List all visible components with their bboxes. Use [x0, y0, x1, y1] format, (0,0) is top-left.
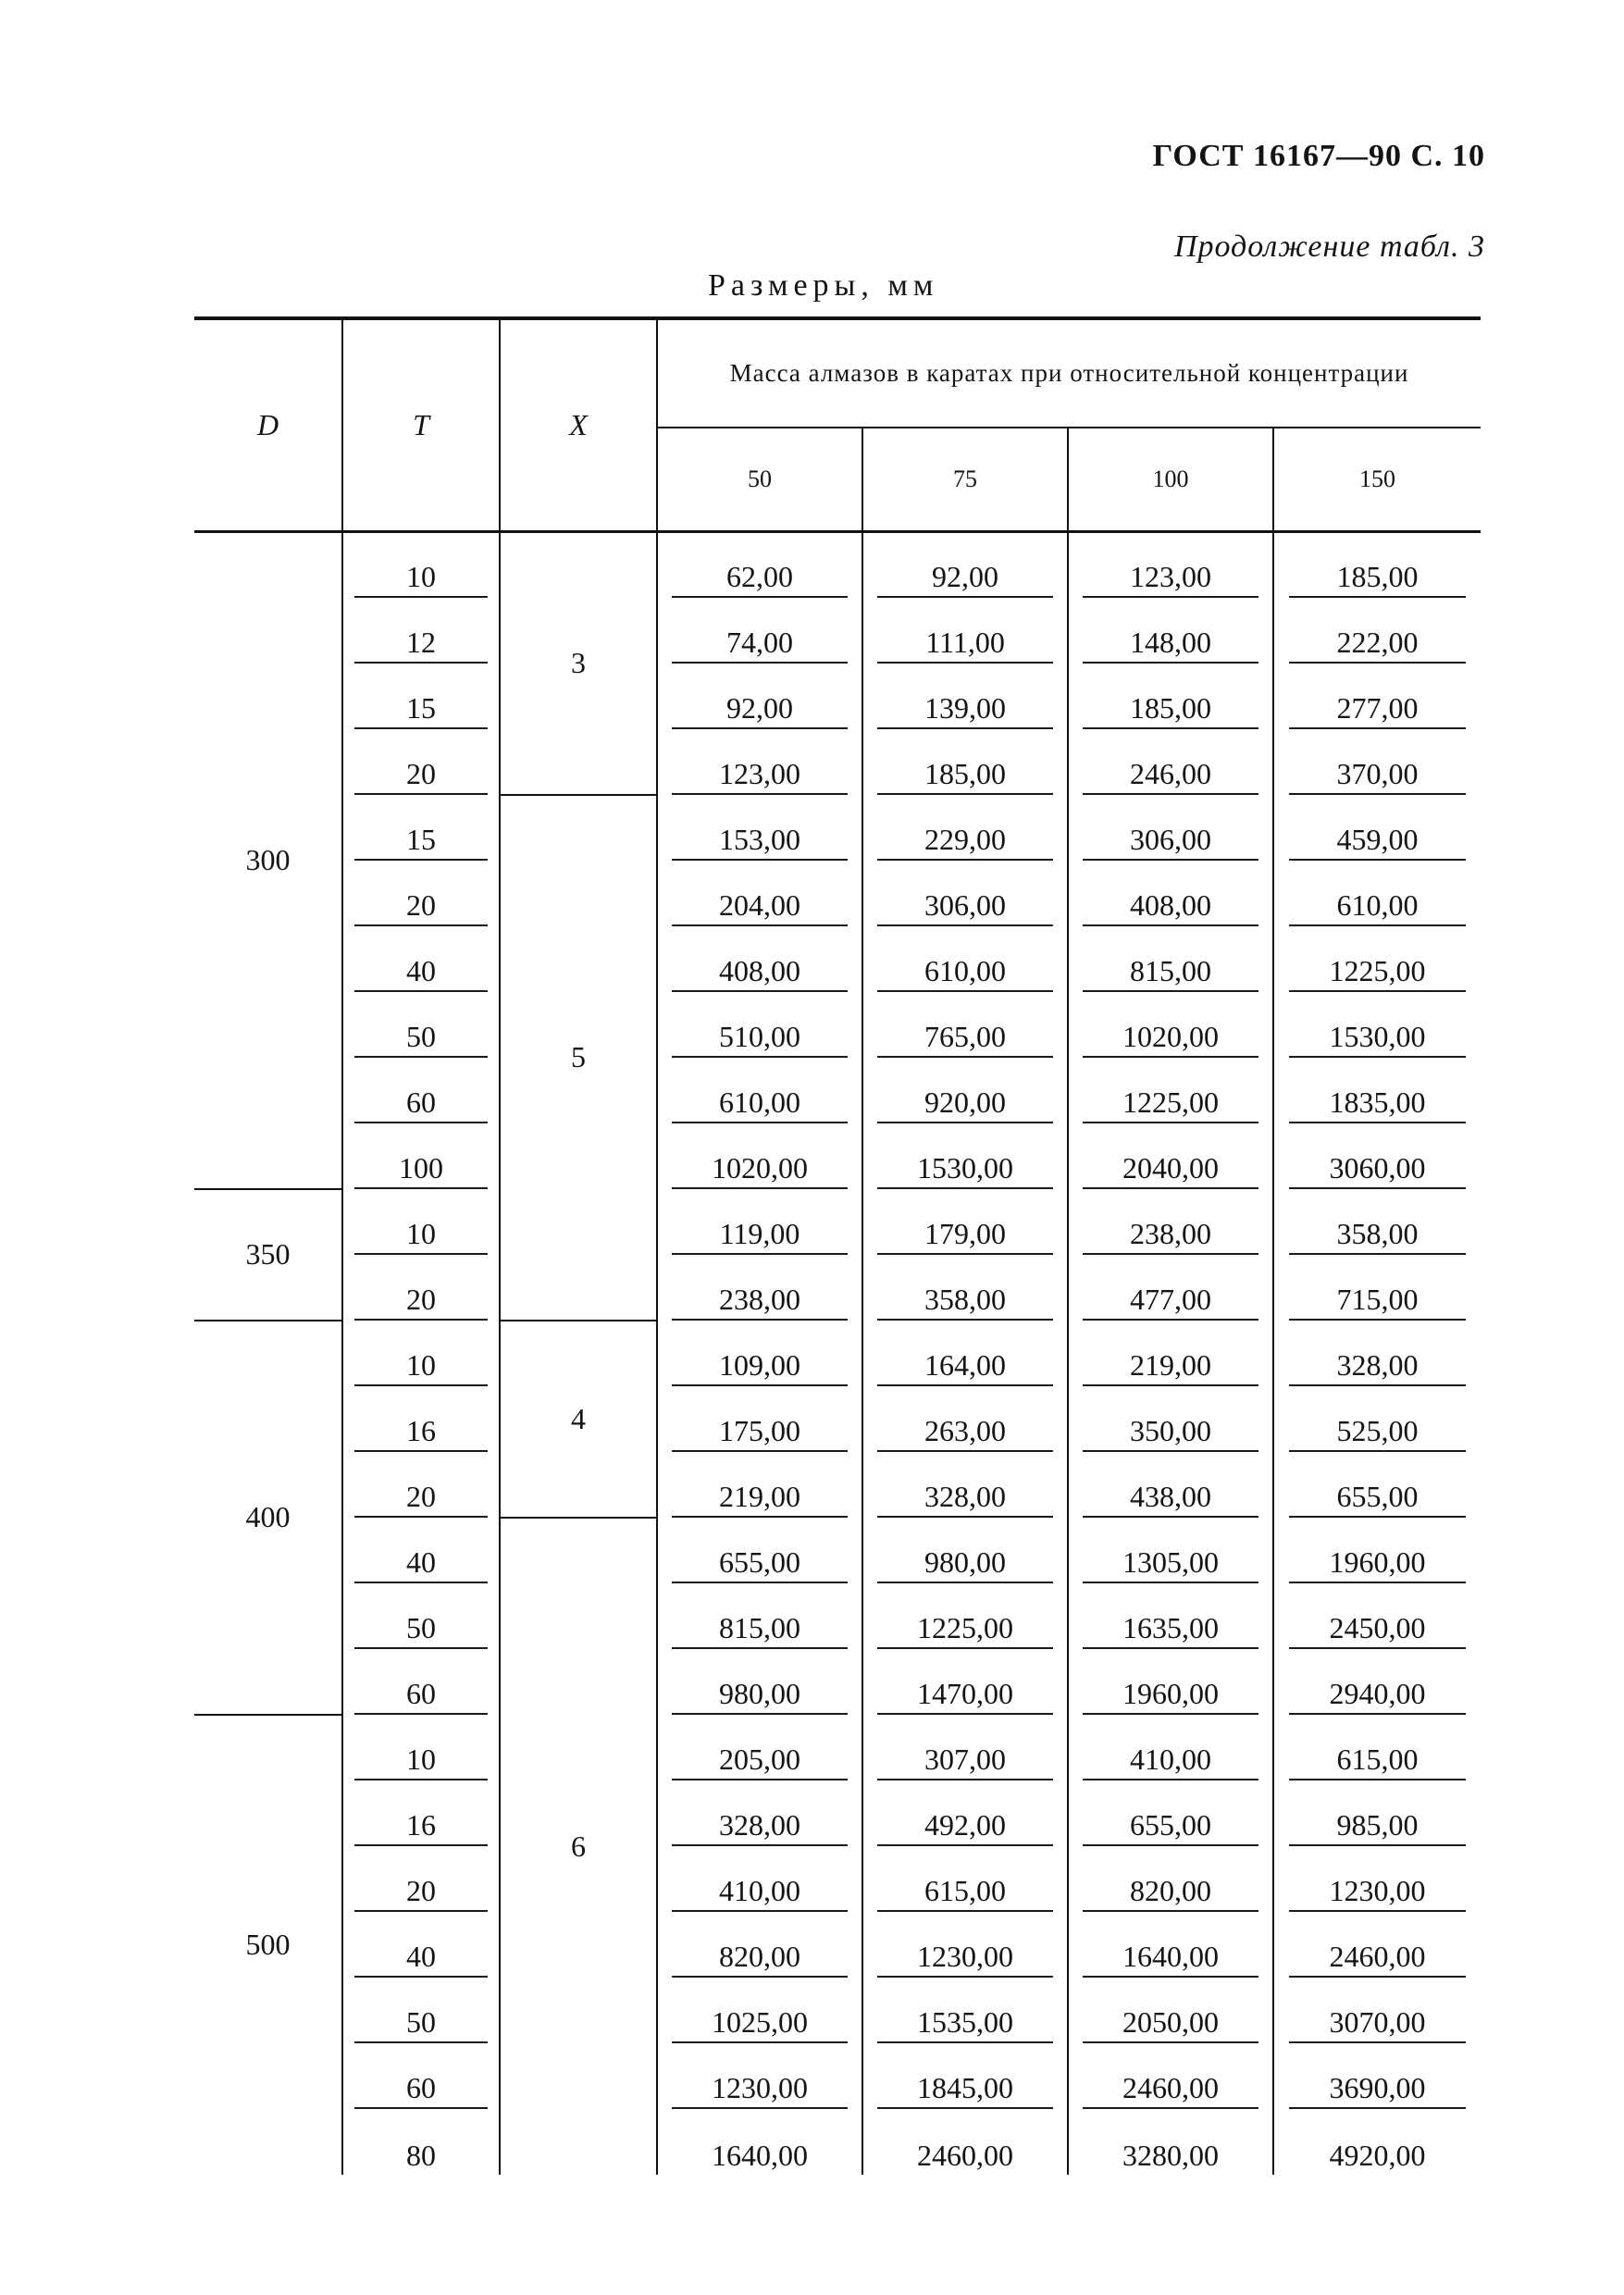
cell-mass: 1225,00	[1083, 1085, 1258, 1123]
cell-mass: 1020,00	[672, 1151, 847, 1189]
cell-mass: 2940,00	[1289, 1677, 1467, 1715]
cell-mass: 1845,00	[877, 2071, 1052, 2109]
table-row	[194, 1123, 1481, 1189]
concentration-50: 50	[657, 428, 862, 532]
table-row	[194, 1978, 1481, 2043]
cell-mass: 477,00	[1083, 1283, 1258, 1321]
cell-t: 16	[354, 1808, 488, 1846]
cell-mass: 185,00	[1083, 691, 1258, 729]
cell-mass: 1535,00	[877, 2005, 1052, 2043]
cell-mass: 306,00	[877, 888, 1052, 926]
cell-t: 10	[354, 1217, 488, 1255]
cell-mass: 238,00	[672, 1283, 847, 1321]
cell-mass: 2460,00	[917, 2138, 1013, 2172]
cell-t: 60	[354, 1677, 488, 1715]
cell-mass: 2050,00	[1083, 2005, 1258, 2043]
cell-mass: 655,00	[1289, 1480, 1467, 1518]
cell-d: 300	[245, 843, 291, 877]
cell-mass: 2460,00	[1083, 2071, 1258, 2109]
cell-mass: 139,00	[877, 691, 1052, 729]
cell-mass: 1225,00	[877, 1611, 1052, 1649]
cell-mass: 1835,00	[1289, 1085, 1467, 1123]
table-row	[194, 1255, 1481, 1321]
mass-header: Масса алмазов в каратах при относительной концентрации	[657, 318, 1481, 428]
cell-mass: 1230,00	[672, 2071, 847, 2109]
cell-t: 40	[354, 954, 488, 992]
cell-mass: 123,00	[672, 757, 847, 795]
cell-t: 80	[406, 2138, 436, 2172]
cell-x: 3	[500, 532, 657, 795]
cell-mass: 820,00	[1083, 1874, 1258, 1912]
cell-t: 50	[354, 2005, 488, 2043]
cell-t: 20	[354, 1874, 488, 1912]
cell-t: 50	[354, 1611, 488, 1649]
table-row	[194, 2043, 1481, 2109]
cell-mass: 123,00	[1083, 560, 1258, 598]
cell-d: 400	[194, 1321, 342, 1715]
table-row	[194, 1583, 1481, 1649]
cell-mass: 715,00	[1289, 1283, 1467, 1321]
cell-mass: 175,00	[672, 1414, 847, 1452]
table-row	[194, 532, 1481, 598]
cell-mass: 246,00	[1083, 757, 1258, 795]
cell-mass: 263,00	[877, 1414, 1052, 1452]
cell-mass: 1640,00	[712, 2138, 808, 2172]
cell-mass: 306,00	[1083, 823, 1258, 861]
cell-t: 40	[354, 1940, 488, 1978]
cell-mass: 119,00	[672, 1217, 847, 1255]
cell-mass: 815,00	[672, 1611, 847, 1649]
concentration-75: 75	[862, 428, 1068, 532]
cell-mass: 1635,00	[1083, 1611, 1258, 1649]
cell-mass: 4920,00	[1329, 2138, 1426, 2172]
cell-mass: 358,00	[877, 1283, 1052, 1321]
cell-mass: 1230,00	[877, 1940, 1052, 1978]
cell-mass: 153,00	[672, 823, 847, 861]
cell-t: 20	[354, 1480, 488, 1518]
cell-mass: 1470,00	[877, 1677, 1052, 1715]
cell-mass: 1305,00	[1083, 1545, 1258, 1583]
table-row	[194, 1321, 1481, 1386]
cell-t: 12	[354, 626, 488, 664]
table-row	[194, 598, 1481, 664]
table-row	[194, 729, 1481, 795]
cell-mass: 92,00	[877, 560, 1052, 598]
cell-mass: 1020,00	[1083, 1020, 1258, 1058]
cell-mass: 3690,00	[1289, 2071, 1467, 2109]
cell-t: 20	[354, 1283, 488, 1321]
table-body	[194, 532, 1481, 2175]
table-row	[194, 795, 1481, 861]
cell-t: 15	[354, 823, 488, 861]
diamond-mass-table	[194, 316, 1481, 2175]
table-row	[194, 664, 1481, 729]
cell-mass: 655,00	[1083, 1808, 1258, 1846]
cell-mass: 610,00	[1289, 888, 1467, 926]
cell-mass: 3070,00	[1289, 2005, 1467, 2043]
table-continuation-label: Продолжение табл. 3	[1173, 230, 1485, 264]
cell-mass: 358,00	[1289, 1217, 1467, 1255]
cell-mass: 62,00	[672, 560, 847, 598]
table-row	[194, 1846, 1481, 1912]
cell-mass: 655,00	[672, 1545, 847, 1583]
cell-t: 16	[354, 1414, 488, 1452]
cell-mass: 328,00	[672, 1808, 847, 1846]
cell-mass: 408,00	[1083, 888, 1258, 926]
cell-mass: 1025,00	[672, 2005, 847, 2043]
cell-t: 40	[354, 1545, 488, 1583]
cell-mass: 222,00	[1289, 626, 1467, 664]
cell-mass: 164,00	[877, 1348, 1052, 1386]
cell-mass: 1960,00	[1083, 1677, 1258, 1715]
cell-mass: 74,00	[672, 626, 847, 664]
column-header-d: D	[194, 318, 342, 532]
cell-mass: 2450,00	[1289, 1611, 1467, 1649]
cell-mass: 815,00	[1083, 954, 1258, 992]
cell-mass: 492,00	[877, 1808, 1052, 1846]
column-header-t: T	[342, 318, 500, 532]
cell-t: 20	[354, 757, 488, 795]
cell-t: 60	[354, 2071, 488, 2109]
table-row	[194, 1715, 1481, 1780]
cell-x: 6	[500, 1518, 657, 2175]
cell-x: 4	[500, 1321, 657, 1518]
cell-mass: 980,00	[877, 1545, 1052, 1583]
cell-mass: 204,00	[672, 888, 847, 926]
page-header-standard: ГОСТ 16167—90 С. 10	[1152, 139, 1485, 173]
table-row	[194, 1452, 1481, 1518]
cell-mass: 615,00	[877, 1874, 1052, 1912]
cell-mass: 410,00	[672, 1874, 847, 1912]
cell-mass: 410,00	[1083, 1743, 1258, 1780]
cell-t: 10	[354, 1348, 488, 1386]
cell-mass: 408,00	[672, 954, 847, 992]
table-row	[194, 1649, 1481, 1715]
cell-mass: 438,00	[1083, 1480, 1258, 1518]
cell-t: 50	[354, 1020, 488, 1058]
table-row	[194, 926, 1481, 992]
cell-mass: 1225,00	[1289, 954, 1467, 992]
cell-mass: 185,00	[1289, 560, 1467, 598]
concentration-150: 150	[1273, 428, 1481, 532]
cell-mass: 610,00	[877, 954, 1052, 992]
table-row	[194, 2109, 1481, 2175]
cell-mass: 765,00	[877, 1020, 1052, 1058]
cell-mass: 92,00	[672, 691, 847, 729]
cell-mass: 328,00	[1289, 1348, 1467, 1386]
cell-x: 5	[500, 795, 657, 1321]
cell-mass: 1530,00	[1289, 1020, 1467, 1058]
concentration-100: 100	[1068, 428, 1273, 532]
cell-mass: 219,00	[1083, 1348, 1258, 1386]
cell-mass: 148,00	[1083, 626, 1258, 664]
cell-mass: 328,00	[877, 1480, 1052, 1518]
cell-mass: 3060,00	[1289, 1151, 1467, 1189]
cell-mass: 985,00	[1289, 1808, 1467, 1846]
cell-mass: 111,00	[877, 626, 1052, 664]
cell-mass: 307,00	[877, 1743, 1052, 1780]
cell-mass: 615,00	[1289, 1743, 1467, 1780]
cell-mass: 980,00	[672, 1677, 847, 1715]
cell-t: 100	[354, 1151, 488, 1189]
table-row	[194, 1780, 1481, 1846]
table-row	[194, 861, 1481, 926]
cell-mass: 229,00	[877, 823, 1052, 861]
cell-mass: 820,00	[672, 1940, 847, 1978]
table-row	[194, 1912, 1481, 1978]
cell-mass: 238,00	[1083, 1217, 1258, 1255]
cell-mass: 185,00	[877, 757, 1052, 795]
cell-mass: 3280,00	[1122, 2138, 1219, 2172]
cell-t: 15	[354, 691, 488, 729]
cell-mass: 1230,00	[1289, 1874, 1467, 1912]
cell-mass: 179,00	[877, 1217, 1052, 1255]
cell-mass: 1960,00	[1289, 1545, 1467, 1583]
cell-mass: 350,00	[1083, 1414, 1258, 1452]
cell-mass: 1640,00	[1083, 1940, 1258, 1978]
cell-mass: 2460,00	[1289, 1940, 1467, 1978]
cell-t: 60	[354, 1085, 488, 1123]
cell-mass: 525,00	[1289, 1414, 1467, 1452]
cell-mass: 109,00	[672, 1348, 847, 1386]
cell-mass: 2040,00	[1083, 1151, 1258, 1189]
cell-t: 20	[354, 888, 488, 926]
cell-mass: 277,00	[1289, 691, 1467, 729]
cell-mass: 920,00	[877, 1085, 1052, 1123]
cell-mass: 610,00	[672, 1085, 847, 1123]
table-row	[194, 1189, 1481, 1255]
cell-t: 10	[354, 1743, 488, 1780]
cell-d: 500	[194, 1715, 342, 2175]
column-header-x: X	[500, 318, 657, 532]
cell-mass: 205,00	[672, 1743, 847, 1780]
cell-mass: 1530,00	[877, 1151, 1052, 1189]
cell-mass: 370,00	[1289, 757, 1467, 795]
cell-t: 10	[354, 560, 488, 598]
table-row	[194, 1058, 1481, 1123]
cell-mass: 510,00	[672, 1020, 847, 1058]
cell-d: 350	[194, 1189, 342, 1321]
table-row	[194, 992, 1481, 1058]
table-row	[194, 1518, 1481, 1583]
dimensions-caption: Размеры, мм	[708, 268, 939, 303]
cell-mass: 459,00	[1289, 823, 1467, 861]
table-row	[194, 1386, 1481, 1452]
cell-mass: 219,00	[672, 1480, 847, 1518]
